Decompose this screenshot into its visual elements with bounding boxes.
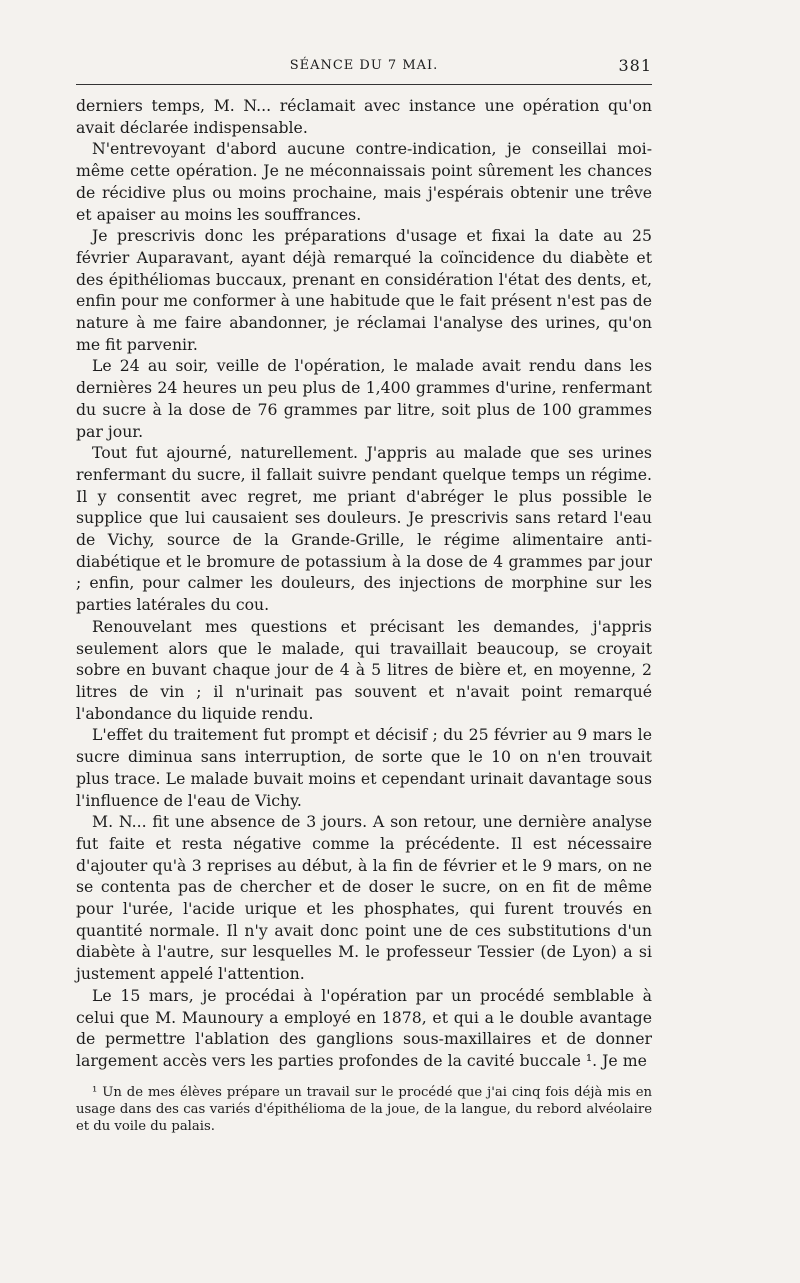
paragraph: Renouvelant mes questions et précisant les demandes, j'appris seulement alors que le malade, qui travaillait beaucoup, se croyait sobre en buvant chaque jour de 4 à 5 litres de bière et, en moyenne, 2 litres de vin ; il n'urinait pas souvent et n'avait point remarqué l'abondance du liquide rendu. xyxy=(76,616,652,723)
body-text xyxy=(76,95,652,1072)
paragraph: L'effet du traitement fut prompt et décisif ; du 25 février au 9 mars le sucre diminua sans interruption, de sorte que le 10 on n'en trouvait plus trace. Le malade buvait moins et cependant urinait davantage sous l'influence de l'eau de Vichy. xyxy=(76,725,652,810)
paragraph: derniers temps, M. N... réclamait avec instance une opération qu'on avait déclarée indispensable. xyxy=(76,96,652,137)
paragraph: Le 24 au soir, veille de l'opération, le malade avait rendu dans les dernières 24 heures un peu plus de 1,400 grammes d'urine, renfermant du sucre à la dose de 76 grammes par litre, soit plus de 100 grammes par jour. xyxy=(76,356,652,441)
page-header xyxy=(76,56,652,78)
paragraph: Le 15 mars, je procédai à l'opération par un procédé semblable à celui que M. Maunoury a employé en 1878, et qui a le double avantage de permettre l'ablation des ganglions sous-maxillaires et de donner largement accès vers les parties profondes de la cavité buccale ¹. Je me xyxy=(76,985,652,1070)
book-page xyxy=(76,56,652,1135)
page-number: 381 xyxy=(618,56,652,75)
paragraph: Tout fut ajourné, naturellement. J'appris au malade que ses urines renfermant du sucre, il fallait suivre pendant quelque temps un régime. Il y consentit avec regret, me priant d'abréger le plus possible le supplice que lui causaient ses douleurs. Je prescrivis sans retard l'eau de Vichy, source de la Grande-Grille, le régime alimentaire anti-diabétique et le bromure de potassium à la dose de 4 grammes par jour ; enfin, pour calmer les douleurs, des injections de morphine sur les parties latérales du cou. xyxy=(76,443,652,615)
footnote: ¹ Un de mes élèves prépare un travail sur le procédé que j'ai cinq fois déjà mis en usage dans des cas variés d'épithélioma de la joue, de la langue, du rebord alvéolaire et du voile du palais. xyxy=(76,1084,652,1134)
paragraph: Je prescrivis donc les préparations d'usage et fixai la date au 25 février Auparavant, ayant déjà remarqué la coïncidence du diabète et des épithéliomas buccaux, prenant en considération l'état des dents, et, enfin pour me conformer à une habitude que le fait présent n'est pas de nature à me faire abandonner, je réclamai l'analyse des urines, qu'on me fit parvenir. xyxy=(76,226,652,354)
header-rule xyxy=(76,84,652,85)
running-title: SÉANCE DU 7 MAI. xyxy=(289,58,439,73)
paragraph: N'entrevoyant d'abord aucune contre-indication, je conseillai moi-même cette opération. Je ne méconnaissais point sûrement les chances de récidive plus ou moins prochaine, mais j'espérais obtenir une trêve et apaiser au moins les souffrances. xyxy=(76,139,652,224)
paragraph: M. N... fit une absence de 3 jours. A son retour, une dernière analyse fut faite et resta négative comme la précédente. Il est nécessaire d'ajouter qu'à 3 reprises au début, à la fin de février et le 9 mars, on ne se contenta pas de chercher et de doser le sucre, on en fit de même pour l'urée, l'acide urique et les phosphates, qui furent trouvés en quantité normale. Il n'y avait donc point une de ces substitutions d'un diabète à l'autre, sur lesquelles M. le professeur Tessier (de Lyon) a si justement appelé l'attention. xyxy=(76,812,652,984)
